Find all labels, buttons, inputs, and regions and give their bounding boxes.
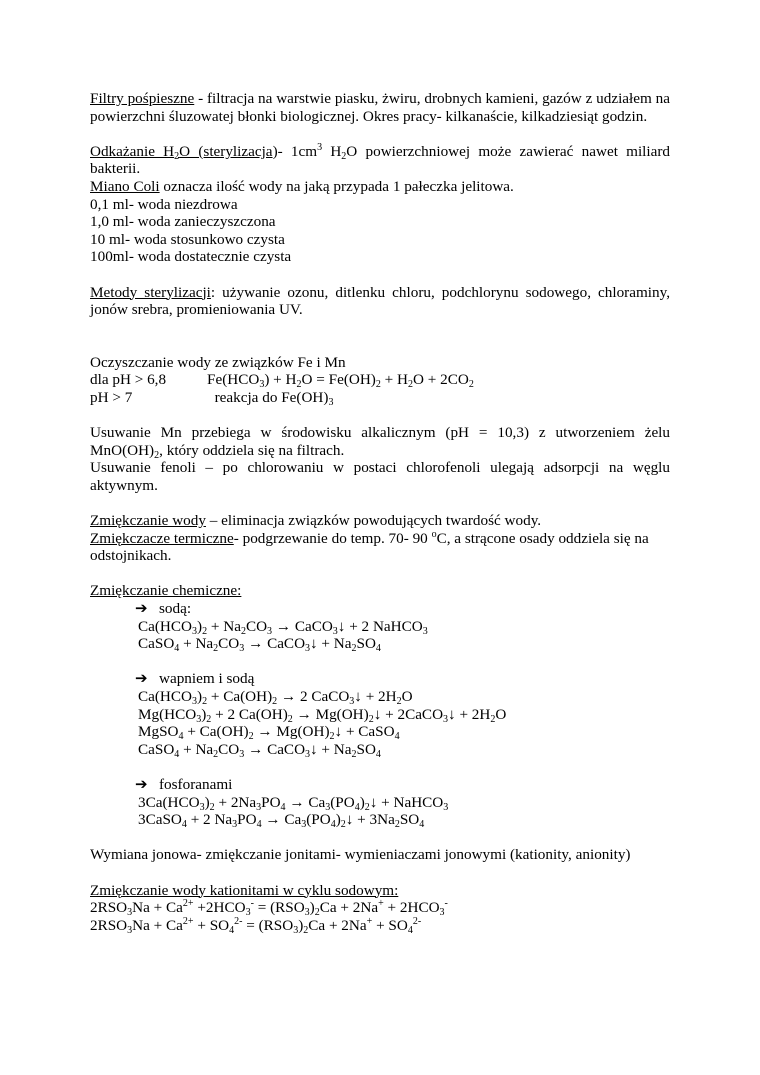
zmiekczanie-paragraph: Zmiękczanie wody – eliminacja związków powodujących twardość wody. [90, 512, 542, 530]
down-arrow-icon: ↓ [334, 723, 343, 741]
termiczne-paragraph: Zmiękczacze termiczne- podgrzewanie do temp. 70- 90 $^o$C, a strącone osady oddziela się na odstojnikach. [90, 528, 649, 565]
right-arrow-icon: ➔ [135, 600, 148, 618]
fosfor-eq-2: 3CaSO$_4$ + 2 $Na_3PO_4$ → $Ca_3(PO_4)_2↓ + 3Na_2SO_4$ [138, 811, 425, 831]
right-arrow-icon: ➔ [135, 670, 148, 688]
fosfor-label: ➔ fosforanami [90, 776, 670, 794]
fosfor-eq-1: $3Ca(HCO_3)_2 + 2Na_3PO_4$ → $Ca_3(PO_4)_2↓$ + NaHCO$_3$ [138, 793, 449, 813]
filtry-paragraph [90, 90, 670, 125]
soda-eq-2: CaSO$_4$ + $Na_2CO_3$ → CaCO$_3$↓ + $Na_2SO_4$ [138, 635, 381, 655]
termiczne-title: Zmiękczacze termiczne [90, 529, 234, 547]
fe-reaction-2: pH > 7 reakcja do $Fe(OH)_3$ [90, 388, 334, 408]
chemiczne-title: Zmiękczanie chemiczne: [90, 582, 242, 600]
wapno-eq-3: MgSO$_4$ + $Ca(OH)_2$ → $Mg(OH)_2↓$ + CaSO$_4$ [138, 723, 400, 743]
down-arrow-icon: ↓ [310, 740, 318, 758]
fe-reaction-1: dla pH > 6,8 $Fe(HCO_3) + H_2O = Fe(OH)_2 + H_2O + 2CO_2$ [90, 371, 474, 391]
down-arrow-icon: ↓ [354, 688, 362, 705]
down-arrow-icon: ↓ [448, 705, 456, 723]
fenole-paragraph: Usuwanie fenoli – po chlorowaniu w postaci chlorofenoli ulegają adsorpcji na węglu aktywnym. [90, 459, 670, 494]
miano-title: Miano Coli [90, 177, 160, 195]
wapno-label: ➔ wapniem i sodą [90, 670, 670, 688]
kationit-eq-1: $2RSO_3Na + Ca^{2+} +2HCO_3^- = (RSO_3)_2Ca + 2Na^+ + 2HCO_3^-$ [90, 898, 448, 919]
wapno-eq-4: CaSO$_4$ + $Na_2CO_3$ → CaCO$_3$↓ + $Na_2SO_4$ [138, 740, 381, 760]
miano-item: 1,0 ml- woda zanieczyszczona [90, 213, 276, 231]
kationity-title: Zmiękczanie wody kationitami w cyklu sodowym: [90, 881, 399, 899]
wapno-eq-2: $Mg(HCO_3)_2 + 2$ $Ca(OH)_2$ → $Mg(OH)_2↓$ + 2CaCO$_3$↓ + $2H_2O$ [138, 705, 507, 725]
down-arrow-icon: ↓ [310, 635, 318, 653]
document-page [90, 90, 670, 934]
mn-paragraph: Usuwanie Mn przebiega w środowisku alkalicznym (pH = 10,3) z utworzeniem żelu $MnO(OH)_2$, który oddziela się na filtrach. [90, 424, 670, 461]
fe-mn-heading: Oczyszczanie wody ze związków Fe i Mn [90, 353, 346, 371]
miano-item: 100ml- woda dostatecznie czysta [90, 248, 292, 266]
odkazanie-title: Odkażanie $H_2O$ (sterylizacja [90, 142, 273, 162]
filtry-text: - filtracja na warstwie piasku, żwiru, drobnych kamieni, gazów z udziałem na powierzchni śluzowatej błonki biologicznej. Okres pracy- kilkanaście, kilkadziesiąt godzin. [90, 90, 670, 125]
metody-paragraph: Metody sterylizacji: używanie ozonu, ditlenku chloru, podchlorynu sodowego, chloraminy, jonów srebra, promieniowania UV. [90, 283, 671, 319]
right-arrow-icon: ➔ [135, 775, 148, 793]
down-arrow-icon: ↓ [337, 617, 346, 635]
filtry-title: Filtry pośpieszne [90, 90, 195, 107]
down-arrow-icon: ↓ [345, 811, 354, 829]
wymiana-paragraph: Wymiana jonowa- zmiękczanie jonitami- wymieniaczami jonowymi (kationity, anionity) [90, 846, 631, 864]
down-arrow-icon: ↓ [369, 793, 378, 811]
miano-paragraph: Miano Coli oznacza ilość wody na jaką przypada 1 pałeczka jelitowa. [90, 177, 514, 195]
kationit-eq-2: $2RSO_3Na + Ca^{2+} + SO_4^{2-} = (RSO_3)_2Ca + 2Na^+ + SO_4^{2-}$ [90, 915, 422, 936]
soda-eq-1: $Ca(HCO_3)_2 + Na_2CO_3$ → CaCO$_3$↓ + 2 NaHCO$_3$ [138, 617, 428, 637]
wapno-eq-1: $Ca(HCO_3)_2 + Ca(OH)_2 \to 2$ CaCO$_3$↓ + $2H_2O$ [138, 688, 413, 707]
zmiekczanie-title: Zmiękczanie wody [90, 512, 206, 530]
soda-label: ➔ sodą: [90, 600, 670, 618]
metody-title: Metody sterylizacji [90, 283, 211, 301]
miano-item: 10 ml- woda stosunkowo czysta [90, 230, 285, 248]
down-arrow-icon: ↓ [373, 705, 382, 723]
miano-item: 0,1 ml- woda niezdrowa [90, 195, 238, 213]
odkazanie-paragraph: Odkażanie $H_2O$ (sterylizacja)- $1cm^3$ $H_2O$ powierzchniowej może zawierać nawet miliard bakterii. [90, 141, 671, 178]
